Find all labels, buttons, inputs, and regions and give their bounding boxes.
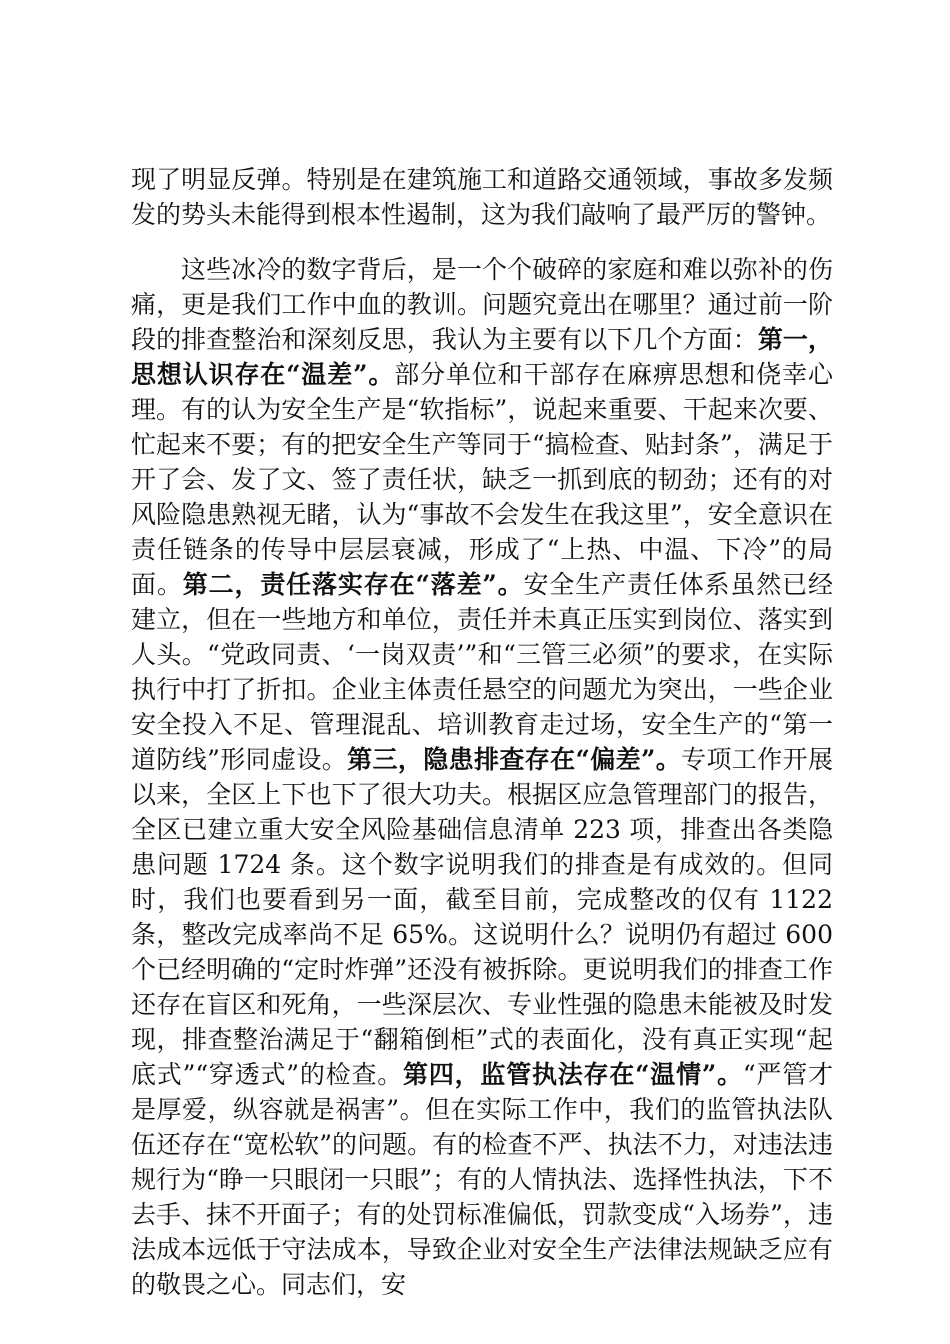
paragraph-2-text-3: 安全生产责任体系虽然已经建立，但在一些地方和单位，责任并未真正压实到岗位、落实到人头。“党政同责、‘一岗双责’”和“三管三必须”的要求，在实际执行中打了折扣。企业主体责任悬空的问题尤为突出，一些企业安全投入不足、管理混乱、培训教育走过场，安全生产的“第一道防线”形同虚设。 [131,570,833,774]
paragraph-2-text-5: “严管才是厚爱，纵容就是祸害”。但在实际工作中，我们的监管执法队伍还存在“宽松软”的问题。有的检查不严、执法不力，对违法违规行为“睁一只眼闭一只眼”；有的人情执法、选择性执法，下不去手、抹不开面子；有的处罚标准偏低，罚款变成“入场券”，违法成本远低于守法成本，导致企业对安全生产法律法规缺乏应有的敬畏之心。同志们，安 [131,1060,834,1299]
paragraph-2-text-1: 这些冰冷的数字背后，是一个个破碎的家庭和难以弥补的伤痛，更是我们工作中血的教训。问题究竟出在哪里？通过前一阶段的排查整治和深刻反思，我认为主要有以下几个方面： [131,255,833,354]
heading-fourth-enforcement-leniency: 第四，监管执法存在“温情”。 [403,1060,743,1089]
heading-first-thinking-gap: 第一，思想认识存在“温差”。 [131,325,833,389]
paragraph-2 [131,252,833,1302]
paragraph-2-text-2: 部分单位和干部存在麻痹思想和侥幸心理。有的认为安全生产是“软指标”，说起来重要、干起来次要、忙起来不要；有的把安全生产等同于“搞检查、贴封条”，满足于开了会、发了文、签了责任状，缺乏一抓到底的韧劲；还有的对风险隐患熟视无睹，认为“事故不会发生在我这里”，安全意识在责任链条的传导中层层衰减，形成了“上热、中温、下冷”的局面。 [131,360,833,599]
paragraph-1: 现了明显反弹。特别是在建筑施工和道路交通领域，事故多发频发的势头未能得到根本性遏制，这为我们敲响了最严厉的警钟。 [131,165,833,229]
heading-second-responsibility-gap: 第二，责任落实存在“落差”。 [182,570,524,599]
paragraph-2-text-4: 专项工作开展以来，全区上下也下了很大功夫。根据区应急管理部门的报告，全区已建立重大安全风险基础信息清单 223 项，排查出各类隐患问题 1724 条。这个数字说明我们的排查是有成效的。但同时，我们也要看到另一面，截至目前，完成整改的仅有 1122 条，整改完成率尚不足 65%。这说明什么？说明仍有超过 600 个已经明确的“定时炸弹”还没有被拆除。更说明我们的排查工作还存在盲区和死角，一些深层次、专业性强的隐患未能被及时发现，排查整治满足于“翻箱倒柜”式的表面化，没有真正实现“起底式”“穿透式”的检查。 [131,745,833,1089]
heading-third-inspection-deviation: 第三，隐患排查存在“偏差”。 [347,745,682,774]
